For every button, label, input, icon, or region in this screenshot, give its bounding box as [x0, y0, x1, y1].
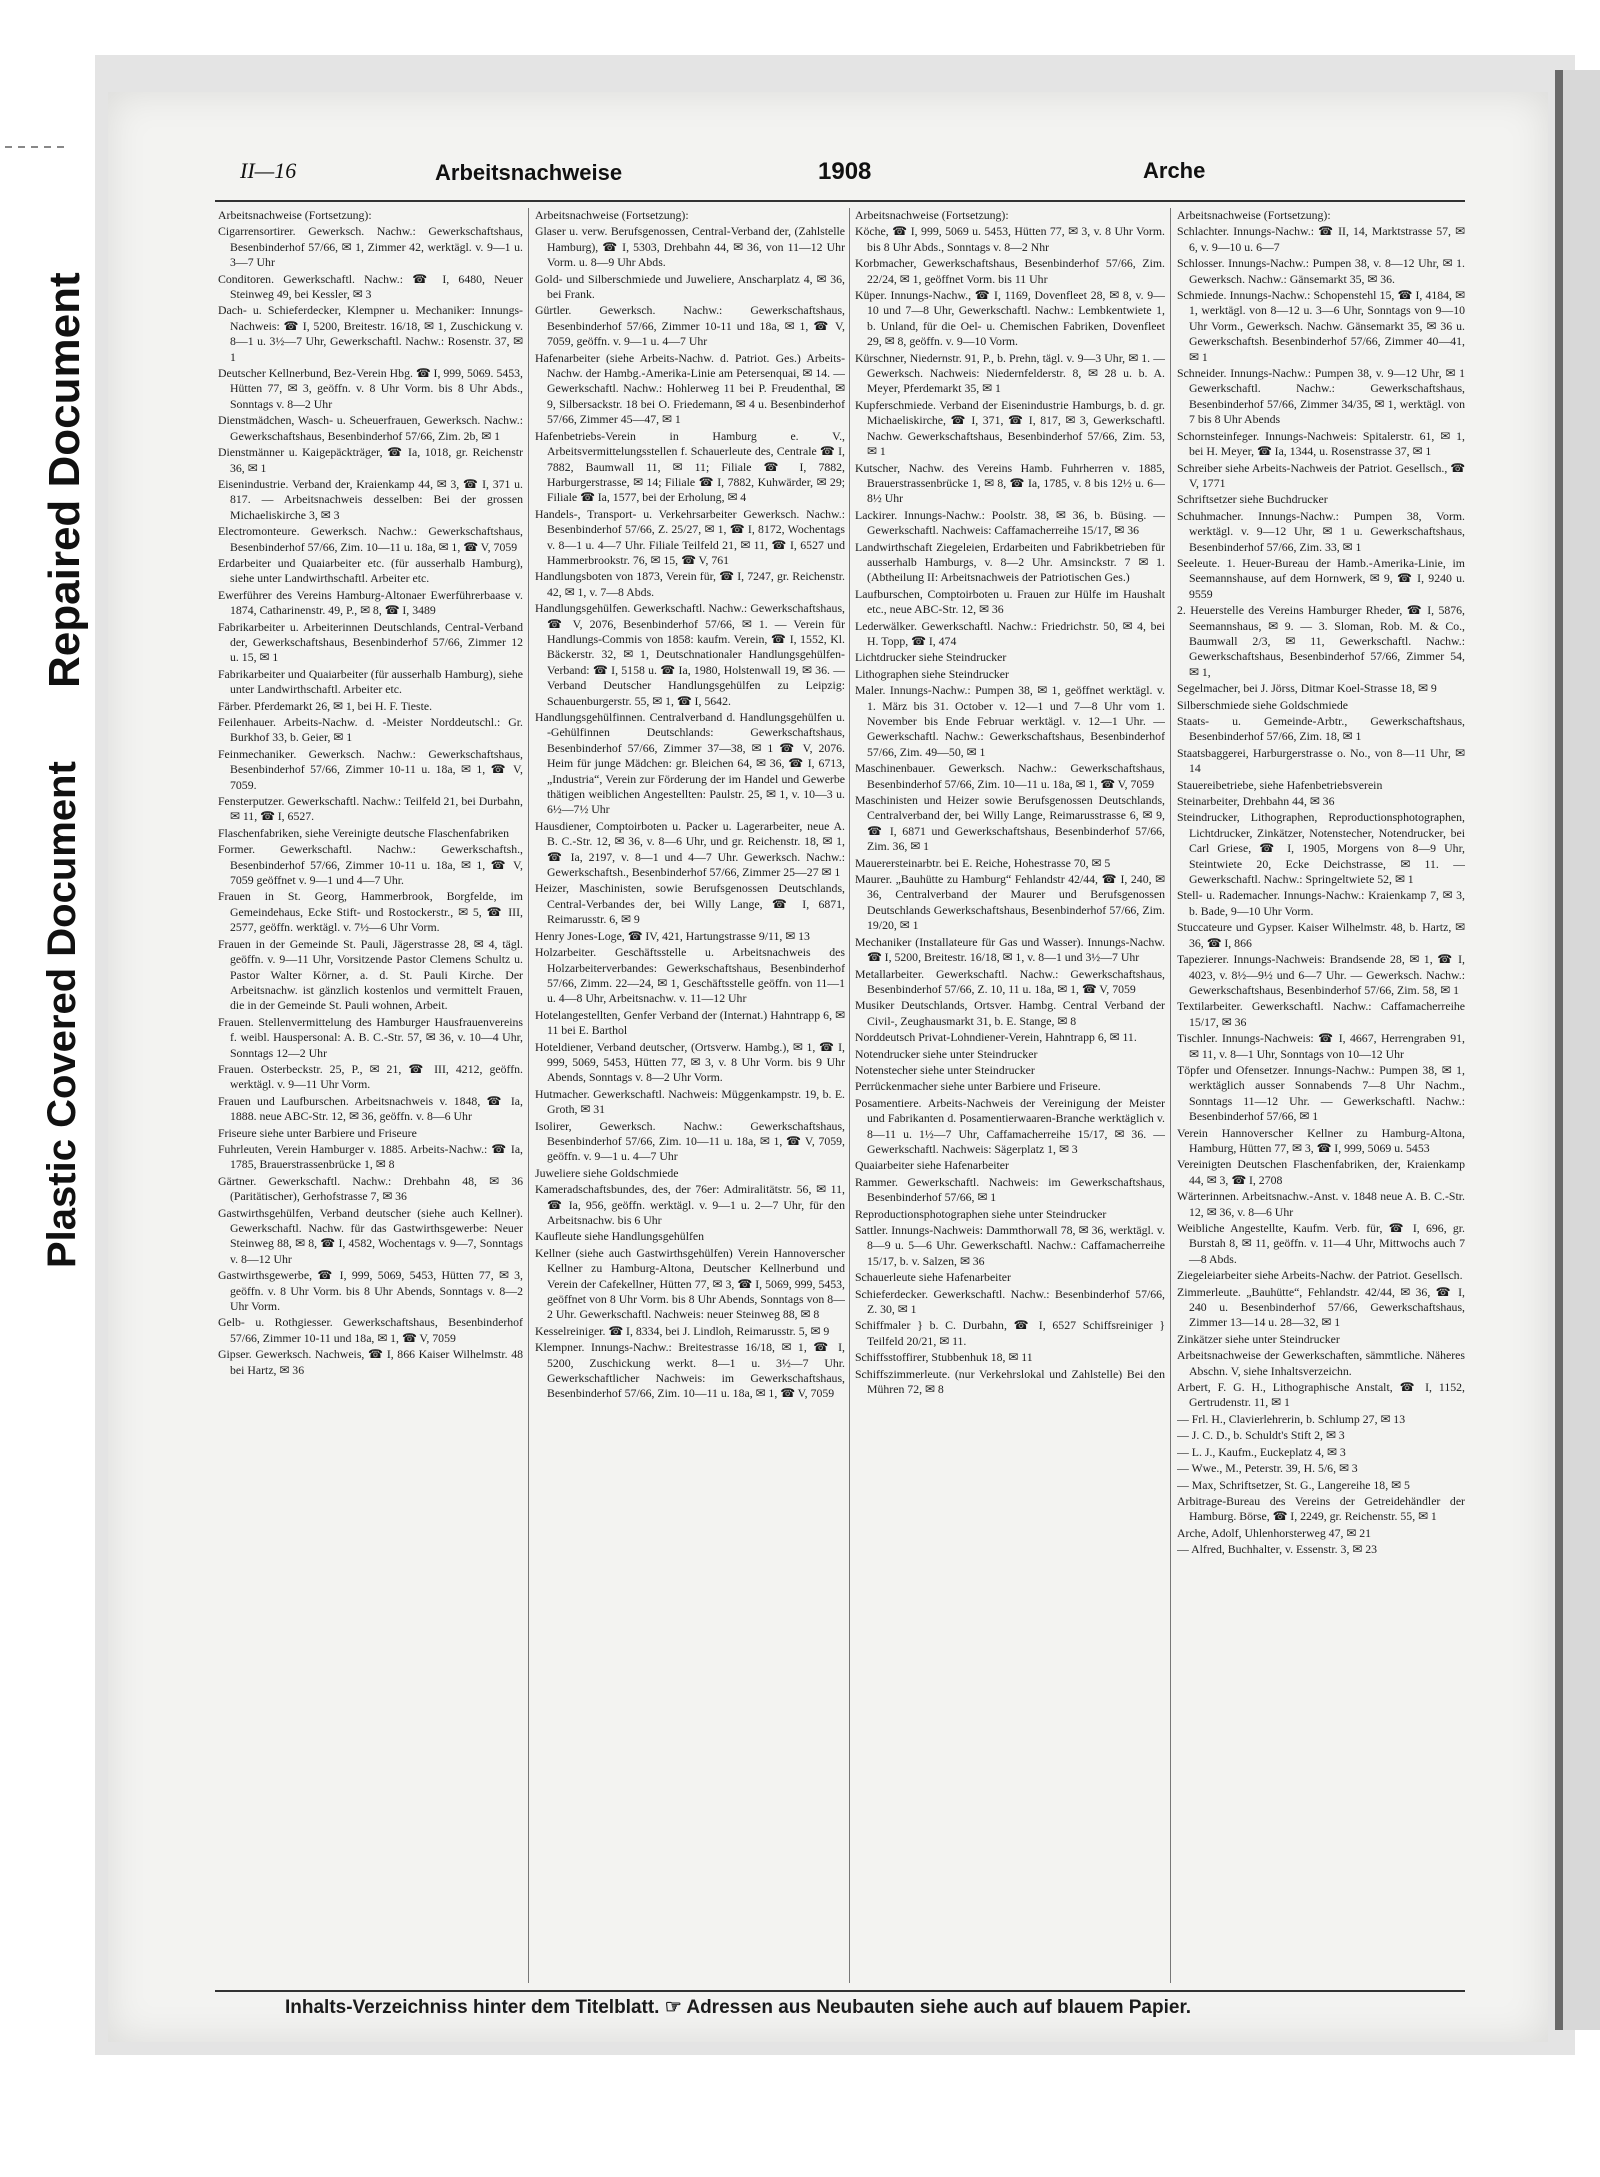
directory-entry: Schneider. Innungs-Nachw.: Pumpen 38, v. 9—12 Uhr, ✉ 1 Gewerkschaftl. Nachw.: Gewerkschaftshaus, Besenbinderhof 57/66, Zimmer 34/35, ✉ 1, werktägl. von 7 bis 8 Uhr Abends: [1177, 366, 1465, 427]
directory-entry: Gold- und Silberschmiede und Juweliere, Anscharplatz 4, ✉ 36, bei Frank.: [535, 271, 845, 302]
directory-entry: Schiffmaler } b. C. Durbahn, ☎ I, 6527 Schiffsreiniger } Teilfeld 20/21, ✉ 11.: [855, 1318, 1165, 1348]
plastic-covered-label: Plastic Covered Document: [40, 761, 84, 1268]
directory-entry: Gürtler. Gewerksch. Nachw.: Gewerkschaftshaus, Besenbinderhof 57/66, Zimmer 10-11 und 18a, ✉ 1, ☎ V, 7059, geöffn. v. 9—1 u. 4—7 Uhr: [535, 303, 845, 349]
directory-entry: Posamentiere. Arbeits-Nachweis der Vereinigung der Meister und Fabrikanten d. Posamentierwaaren-Branche werktäglich v. 8—11 u. 1½—7 Uhr, Caffamacherreihe 15/17, ✉ 36. — Gewerkschaftl. Nachweis: Sägerplatz 1, ✉ 3: [855, 1095, 1165, 1156]
directory-entry: Korbmacher, Gewerkschaftshaus, Besenbinderhof 57/66, Zim. 22/24, ✉ 1, geöffnet Vorm. bis 11 Uhr: [855, 256, 1165, 286]
directory-entry: Arche, Adolf, Uhlenhorsterweg 47, ✉ 21: [1177, 1525, 1372, 1540]
directory-entry: — L. J., Kaufm., Euckeplatz 4, ✉ 3: [1177, 1444, 1346, 1459]
directory-entry: Silberschmiede siehe Goldschmiede: [1177, 697, 1349, 712]
directory-entry: Norddeutsch Privat-Lohndiener-Verein, Hahntrapp 6, ✉ 11.: [855, 1030, 1137, 1045]
directory-entry: Lithographen siehe Steindrucker: [855, 666, 1009, 681]
directory-entry: Gastwirthsgewerbe, ☎ I, 999, 5069, 5453, Hütten 77, ✉ 3, geöffn. v. 8 Uhr Vorm. bis 8 Uhr Abends, Sonntags v. 8—2 Uhr Vorm.: [218, 1268, 523, 1314]
directory-entry: Feinmechaniker. Gewerksch. Nachw.: Gewerkschaftshaus, Besenbinderhof 57/66, Zimmer 10-11 u. 18a, ✉ 1, ☎ V, 7059.: [218, 746, 523, 792]
directory-entry: Glaser u. verw. Berufsgenossen, Central-Verband der, (Zahlstelle Hamburg), ☎ I, 5303, Drehbahn 44, ✉ 36, von 11—12 Uhr Vorm. u. 8—9 Uhr Abds.: [535, 224, 845, 270]
page-number: II—16: [240, 158, 297, 183]
directory-entry: Hoteldiener, Verband deutscher, (Ortsverw. Hambg.), ✉ 1, ☎ I, 999, 5069, 5453, Hütten 77, ✉ 3, v. 8 Uhr Vorm. bis 9 Uhr Abends, Sonntags v. 8—2 Uhr Vorm.: [535, 1039, 845, 1085]
directory-entry: Deutscher Kellnerbund, Bez-Verein Hbg. ☎ I, 999, 5069. 5453, Hütten 77, ✉ 3, geöffn. v. 8 Uhr Vorm. bis 8 Uhr Abds., Sonntags v. 8—2 Uhr: [218, 366, 523, 411]
directory-entry: Kupferschmiede. Verband der Eisenindustrie Hamburgs, b. d. gr. Michaeliskirche, ☎ I, 371, ☎ I, 817, ✉ 3, Gewerkschaftl. Nachw. Gewerkschaftshaus, Besenbinderhof 57/66, Zim. 53, ✉ 1: [855, 397, 1165, 459]
repaired-document-label: Repaired Document: [40, 272, 89, 688]
directory-entry: Ewerführer des Vereins Hamburg-Altonaer Ewerführerbaase v. 1874, Catharinenstr. 49, P., ✉ 8, ☎ I, 3489: [218, 587, 523, 618]
directory-entry: Juweliere siehe Goldschmiede: [535, 1165, 679, 1180]
directory-entry: Metallarbeiter. Gewerkschaftl. Nachw.: Gewerkschaftshaus, Besenbinderhof 57/66, Z. 10, 11 u. 18a, ✉ 1, ☎ V, 7059: [855, 966, 1165, 996]
directory-entry: Gelb- u. Rothgiesser. Gewerkschaftshaus, Besenbinderhof 57/66, Zimmer 10-11 und 18a, ✉ 1, ☎ V, 7059: [218, 1315, 523, 1345]
directory-entry: Hafenbetriebs-Verein in Hamburg e. V., Arbeitsvermittelungsstellen f. Schauerleute des, Centrale ☎ I, 7882, Baumwall 11, ✉ 11; Filiale ☎ I, 7882, Harburgerstrasse, ✉ 14; Filiale ☎ I, 7882, Kuhwärder, ✉ 29; Filiale ☎ Ia, 1577, bei der Erholung, ✉ 4: [535, 428, 845, 505]
directory-entry: Electromonteure. Gewerksch. Nachw.: Gewerkschaftshaus, Besenbinderhof 57/66, Zim. 10—11 u. 18a, ✉ 1, ☎ V, 7059: [218, 524, 523, 554]
directory-entry: Notendrucker siehe unter Steindrucker: [855, 1046, 1038, 1061]
directory-entry: Reproductionsphotographen siehe unter Steindrucker: [855, 1206, 1107, 1221]
directory-entry: — J. C. D., b. Schuldt's Stift 2, ✉ 3: [1177, 1428, 1345, 1443]
directory-entry: Arbitrage-Bureau des Vereins der Getreidehändler der Hamburg. Börse, ☎ I, 2249, gr. Reichenstr. 55, ✉ 1: [1177, 1493, 1465, 1524]
directory-entry: Maler. Innungs-Nachw.: Pumpen 38, ✉ 1, geöffnet werktägl. v. 1. März bis 31. October v. 12—1 und 7—8 Uhr vom 1. November bis Ende Februar werktägl. v. 12—1 Uhr. — Gewerkschaftl. Nachw.: Gewerkschaftshaus, Besenbinderhof 57/66, Zim. 49—50, ✉ 1: [855, 683, 1165, 759]
directory-entry: Dach- u. Schieferdecker, Klempner u. Mechaniker: Innungs-Nachweis: ☎ I, 5200, Breitestr. 16/18, ✉ 1, Zuschickung v. 8—1 u. 3½—7 Uhr, Gewerkschaftl. Nachw.: Rosenstr. 37, ✉ 1: [218, 303, 523, 364]
directory-entry: Henry Jones-Loge, ☎ IV, 421, Hartungstrasse 9/11, ✉ 13: [535, 928, 810, 943]
directory-entry: Fabrikarbeiter u. Arbeiterinnen Deutschlands, Central-Verband der, Gewerkschaftshaus, Besenbinderhof 57/66, Zimmer 12 u. 15, ✉ 1: [218, 619, 523, 665]
directory-entry: Maurer. „Bauhütte zu Hamburg“ Fehlandstr 42/44, ☎ I, 240, ✉ 36, Centralverband der Maurer und Berufsgenossen Deutschlands Gewerkschaftshaus, Besenbinderhof 57/66, Zim. 19/20, ✉ 1: [855, 872, 1165, 933]
directory-entry: Schreiber siehe Arbeits-Nachweis der Patriot. Gesellsch., ☎ V, 1771: [1177, 460, 1465, 490]
directory-entry: Lackirer. Innungs-Nachw.: Poolstr. 38, ✉ 36, b. Büsing. — Gewerkschaftl. Nachweis: Caffamacherreihe 15/17, ✉ 36: [855, 507, 1165, 538]
directory-entry: Verein Hannoverscher Kellner zu Hamburg-Altona, Hamburg, Hütten 77, ✉ 3, ☎ I, 999, 5069 u. 5453: [1177, 1125, 1465, 1155]
directory-entry: Eisenindustrie. Verband der, Kraienkamp 44, ✉ 3, ☎ I, 371 u. 817. — Arbeitsnachweis desselben: Bei der grossen Michaeliskirche 3, ✉ 3: [218, 476, 523, 522]
directory-entry: Arbeitsnachweise der Gewerkschaften, sämmtliche. Näheres Abschn. V, siehe Inhaltsverzeichn.: [1177, 1348, 1465, 1378]
directory-entry: Wärterinnen. Arbeitsnachw.-Anst. v. 1848 neue A. B. C.-Str. 12, ✉ 36, v. 8—6 Uhr: [1177, 1189, 1465, 1219]
directory-entry: Mauerersteinarbtr. bei E. Reiche, Hohestrasse 70, ✉ 5: [855, 855, 1111, 870]
directory-entry: Arbert, F. G. H., Lithographische Anstalt, ☎ I, 1152, Gertrudenstr. 11, ✉ 1: [1177, 1380, 1465, 1410]
directory-entry: Schlosser. Innungs-Nachw.: Pumpen 38, v. 8—12 Uhr, ✉ 1. Gewerksch. Nachw.: Gänsemarkt 35, ✉ 36.: [1177, 256, 1465, 286]
directory-entry: Sattler. Innungs-Nachweis: Dammthorwall 78, ✉ 36, werktägl. v. 8—9 u. 5—6 Uhr. Gewerkschaftl. Nachw.: Caffamacherreihe 15/17, b. v. Salzen, ✉ 36: [855, 1223, 1165, 1268]
directory-entry: Dienstmänner u. Kaigepäckträger, ☎ Ia, 1018, gr. Reichenstr 36, ✉ 1: [218, 445, 523, 475]
directory-entry: — Frl. H., Clavierlehrerin, b. Schlump 27, ✉ 13: [1177, 1411, 1406, 1426]
directory-entry: Textilarbeiter. Gewerkschaftl. Nachw.: Caffamacherreihe 15/17, ✉ 36: [1177, 999, 1465, 1029]
column-divider: [1170, 208, 1171, 1983]
text-column-1: [218, 208, 523, 1983]
directory-entry: Hotelangestellten, Genfer Verband der (Internat.) Hahntrapp 6, ✉ 11 bei E. Barthol: [535, 1007, 845, 1038]
directory-entry: — Alfred, Buchhalter, v. Essenstr. 3, ✉ 23: [1177, 1542, 1377, 1557]
directory-entry: Former. Gewerkschaftl. Nachw.: Gewerkschaftsh., Besenbinderhof 57/66, Zimmer 10-11 u. 18a, ✉ 1, ☎ V, 7059 geöffnet v. 9—1 und 4—7 Uhr.: [218, 842, 523, 888]
directory-entry: Steinarbeiter, Drehbahn 44, ✉ 36: [1177, 794, 1335, 809]
directory-entry: Frauen. Stellenvermittelung des Hamburger Hausfrauenvereins f. weibl. Hauspersonal: A. B. C.-Str. 57, ✉ 36, v. 10—4 Uhr, Sonntags 12—2 Uhr: [218, 1014, 523, 1060]
directory-entry: Stell- u. Rademacher. Innungs-Nachw.: Kraienkamp 7, ✉ 3, b. Bade, 9—10 Uhr Vorm.: [1177, 888, 1465, 918]
directory-entry: Seeleute. 1. Heuer-Bureau der Hamb.-Amerika-Linie, im Seemannshause, auf dem Hornwerk, ✉ 9, ☎ I, 9240 u. 9559: [1177, 555, 1465, 601]
directory-entry: Gastwirthsgehülfen, Verband deutscher (siehe auch Kellner). Gewerkschaftl. Nachw. für das Gastwirthsgewerbe: Neuer Steinweg 88, ✉ 8, ☎ I, 4582, Wochentags v. 9—7, Sonntags v. 8—12 Uhr: [218, 1205, 523, 1266]
directory-entry: Tapezierer. Innungs-Nachweis: Brandsende 28, ✉ 1, ☎ I, 4023, v. 8½—9½ und 6—7 Uhr. — Gewerksch. Nachw.: Gewerkschaftshaus, Besenbinderhof 57/66, Zim. 58, ✉ 1: [1177, 952, 1465, 997]
directory-entry: Flaschenfabriken, siehe Vereinigte deutsche Flaschenfabriken: [218, 825, 509, 840]
directory-entry: Schauerleute siehe Hafenarbeiter: [855, 1270, 1011, 1285]
directory-entry: Rammer. Gewerkschaftl. Nachweis: im Gewerkschaftshaus, Besenbinderhof 57/66, ✉ 1: [855, 1174, 1165, 1205]
directory-entry: Frauen. Osterbeckstr. 25, P., ✉ 21, ☎ III, 4212, geöffn. werktägl. v. 9—11 Uhr Vorm.: [218, 1061, 523, 1092]
directory-entry: Schieferdecker. Gewerkschaftl. Nachw.: Besenbinderhof 57/66, Z. 30, ✉ 1: [855, 1286, 1165, 1317]
directory-entry: Conditoren. Gewerkschaftl. Nachw.: ☎ I, 6480, Neuer Steinweg 49, bei Kessler, ✉ 3: [218, 271, 523, 302]
directory-entry: Schmiede. Innungs-Nachw.: Schopenstehl 15, ☎ I, 4184, ✉ 1, werktägl. von 8—12 u. 3—6 Uhr, Sonntags von 9—10 Uhr Vorm., Gewerksch. Nachw. Gänsemarkt 35, ✉ 36 u. Gewerkschaftsh. Besenbinderhof 57/66, Zimmer 40—41, ✉ 1: [1177, 288, 1465, 364]
directory-entry: Färber. Pferdemarkt 26, ✉ 1, bei H. F. Tieste.: [218, 698, 433, 713]
directory-entry: Kürschner, Niedernstr. 91, P., b. Prehn, tägl. v. 9—3 Uhr, ✉ 1. — Gewerksch. Nachweis: Niedernfelderstr. 8, ✉ 28 u. b. A. Meyer, Pferdemarkt 35, ✉ 1: [855, 350, 1165, 396]
directory-entry: Arbeitsnachweise (Fortsetzung):: [218, 208, 372, 222]
directory-entry: Handlungsgehülfinnen. Centralverband d. Handlungsgehülfen u. -Gehülfinnen Deutschlands: Gewerkschaftshaus, Besenbinderhof 57/66, Zimmer 37—38, ✉ 1 ☎ V, 2076. Heim für junge Mädchen: gr. Bleichen 64, ✉ 36, ☎ I, 6713, „Industria“, Verein zur Förderung der im Handel und Gewerbe thätigen weiblichen Angestellten: Paulstr. 25, ✉ 1, v. 10—3 u. 6½—7½ Uhr: [535, 710, 845, 817]
directory-entry: Weibliche Angestellte, Kaufm. Verb. für, ☎ I, 696, gr. Burstah 8, ✉ 11, geöffn. v. 11—4 Uhr, Mittwochs auch 7—8 Abds.: [1177, 1221, 1465, 1266]
footer-rule: [215, 1990, 1465, 1992]
directory-entry: Dienstmädchen, Wasch- u. Scheuerfrauen, Gewerksch. Nachw.: Gewerkschaftshaus, Besenbinderhof 57/66, Zim. 2b, ✉ 1: [218, 413, 523, 443]
directory-entry: Maschinisten und Heizer sowie Berufsgenossen Deutschlands, Centralverband der, bei Willy Lange, Reimarusstrasse 6, ✉ 9, ☎ I, 6871 und Gewerkschaftshaus, Besenbinderhof 57/66, Zim. 36, ✉ 1: [855, 793, 1165, 854]
directory-entry: Töpfer und Ofensetzer. Innungs-Nachw.: Pumpen 38, ✉ 1, werktäglich ausser Sonnabends 7—8 Uhr Nachm., Sonntags 11—12 Uhr. — Gewerkschaftl. Nachw.: Besenbinderhof 57/66, ✉ 1: [1177, 1062, 1465, 1124]
directory-entry: Küper. Innungs-Nachw., ☎ I, 1169, Dovenfleet 28, ✉ 8, v. 9—10 und 7—8 Uhr, Gewerkschaftl. Nachw.: Lembkentwiete 1, b. Unland, für die Oel- u. Chemischen Fabriken, Dovenfleet 29, ✉ 8, geöffn. v. 9—10 Vorm.: [855, 288, 1165, 349]
directory-entry: Schriftsetzer siehe Buchdrucker: [1177, 492, 1328, 507]
header-rule: [215, 200, 1465, 202]
directory-entry: Staats- u. Gemeinde-Arbtr., Gewerkschaftshaus, Besenbinderhof 57/66, Zim. 18, ✉ 1: [1177, 714, 1465, 744]
adjacent-page-edge: [1555, 70, 1600, 2030]
directory-entry: Zimmerleute. „Bauhütte“, Fehlandstr. 42/44, ✉ 36, ☎ I, 240 u. Besenbinderhof 57/66, Gewerkschaftshaus, Zimmer 13—14 u. 28—32, ✉ 1: [1177, 1284, 1465, 1330]
directory-entry: — Max, Schriftsetzer, St. G., Langereihe 18, ✉ 5: [1177, 1477, 1410, 1492]
directory-entry: Frauen in St. Georg, Hammerbrook, Borgfelde, im Gemeindehaus, Ecke Stift- und Rostockerstr., ✉ 5, ☎ III, 2577, geöffn. werktägl. v. 7½—6 Uhr Vorm.: [218, 889, 523, 935]
directory-entry: Schornsteinfeger. Innungs-Nachweis: Spitalerstr. 61, ✉ 1, bei H. Meyer, ☎ Ia, 1344, u. Rosenstrasse 37, ✉ 1: [1177, 428, 1465, 459]
directory-entry: Gärtner. Gewerkschaftl. Nachw.: Drehbahn 48, ✉ 36 (Paritätischer), Gerhofstrasse 7, ✉ 36: [218, 1173, 523, 1204]
directory-entry: Hausdiener, Comptoirboten u. Packer u. Lagerarbeiter, neue A. B. C.-Str. 12, ✉ 36, v. 8—6 Uhr, und gr. Reichenstr. 18, ✉ 1, ☎ Ia, 2197, v. 8—1 und 4—7 Uhr. Gewerksch. Nachw.: Gewerkschaftsh., Besenbinderhof 57/66, Zimmer 25—27 ✉ 1: [535, 818, 845, 880]
directory-entry: Friseure siehe unter Barbiere und Friseure: [218, 1125, 417, 1140]
directory-entry: Schiffsstoffirer, Stubbenhuk 18, ✉ 11: [855, 1350, 1033, 1365]
directory-entry: Fabrikarbeiter und Quaiarbeiter (für ausserhalb Hamburg), siehe unter Landwirthschaftl. Arbeiter etc.: [218, 666, 523, 697]
page-header: [240, 158, 1455, 188]
column-divider: [528, 208, 529, 1983]
column-divider: [849, 208, 850, 1983]
directory-entry: Musiker Deutschlands, Ortsver. Hambg. Central Verband der Civil-, Zeughausmarkt 31, b. E. Stange, ✉ 8: [855, 998, 1165, 1028]
directory-entry: Maschinenbauer. Gewerksch. Nachw.: Gewerkschaftshaus, Besenbinderhof 57/66, Zim. 10—11 u. 18a, ✉ 1, ☎ V, 7059: [855, 761, 1165, 791]
directory-entry: Fensterputzer. Gewerkschaftl. Nachw.: Teilfeld 21, bei Durbahn, ✉ 11, ☎ I, 6527.: [218, 794, 523, 824]
text-column-4: [1177, 208, 1465, 1983]
directory-entry: Kesselreiniger. ☎ I, 8334, bei J. Lindloh, Reimarusstr. 5, ✉ 9: [535, 1323, 830, 1338]
directory-entry: Handels-, Transport- u. Verkehrsarbeiter Gewerksch. Nachw.: Besenbinderhof 57/66, Z. 25/27, ✉ 1, ☎ I, 8172, Wochentags v. 8—1 u. 4—7 Uhr. Filiale Teilfeld 21, ✉ 11, ☎ I, 6527 und Hammerbrookstr. 76, ✉ 15, ☎ V, 761: [535, 506, 845, 567]
directory-entry: Kaufleute siehe Handlungsgehülfen: [535, 1229, 705, 1244]
directory-entry: — Wwe., M., Peterstr. 39, H. 5/6, ✉ 3: [1177, 1461, 1358, 1476]
page-footer-note: Inhalts-Verzeichniss hinter dem Titelblatt. ☞ Adressen aus Neubauten siehe auch auf blauem Papier.: [285, 1997, 1192, 2018]
directory-entry: Ziegeleiarbeiter siehe Arbeits-Nachw. der Patriot. Gesellsch.: [1177, 1268, 1463, 1283]
directory-entry: Stuccateure und Gypser. Kaiser Wilhelmstr. 48, b. Hartz, ✉ 36, ☎ I, 866: [1177, 920, 1465, 950]
directory-entry: Arbeitsnachweise (Fortsetzung):: [535, 208, 689, 222]
directory-entry: Mechaniker (Installateure für Gas und Wasser). Innungs-Nachw. ☎ I, 5200, Breitestr. 16/18, ✉ 1, v. 8—1 und 3½—7 Uhr: [855, 934, 1165, 965]
directory-entry: 2. Heuerstelle des Vereins Hamburger Rheder, ☎ I, 5876, Seemannshaus, ✉ 9. — 3. Sloman, Rob. M. & Co., Baumwall 2/3, ✉ 11, Gewerkschaftl. Nachw.: Gewerkschaftshaus, Besenbinderhof 57/66, Zimmer 54, ✉ 1,: [1177, 603, 1465, 679]
directory-entry: Erdarbeiter und Quaiarbeiter etc. (für ausserhalb Hamburg), siehe unter Landwirthschaftl. Arbeiter etc.: [218, 555, 523, 586]
header-year: 1908: [818, 158, 872, 185]
directory-entry: Schiffszimmerleute. (nur Verkehrslokal und Zahlstelle) Bei den Mühren 72, ✉ 8: [855, 1366, 1165, 1397]
directory-entry: Lichtdrucker siehe Steindrucker: [855, 650, 1007, 665]
directory-entry: Hutmacher. Gewerkschaftl. Nachweis: Müggenkampstr. 19, b. E. Groth, ✉ 31: [535, 1086, 845, 1117]
directory-entry: Arbeitsnachweise (Fortsetzung):: [1177, 208, 1331, 222]
directory-entry: Schuhmacher. Innungs-Nachw.: Pumpen 38, Vorm. werktägl. v. 9—12 Uhr, ✉ 1 u. Gewerkschaftshaus, Besenbinderhof 57/66, Zim. 33, ✉ 1: [1177, 508, 1465, 554]
header-section-title: Arbeitsnachweise: [435, 160, 623, 185]
directory-entry: Staatsbaggerei, Harburgerstrasse o. No., von 8—11 Uhr, ✉ 14: [1177, 745, 1465, 776]
header-catchword: Arche: [1143, 158, 1206, 183]
directory-entry: Gipser. Gewerksch. Nachweis, ☎ I, 866 Kaiser Wilhelmstr. 48 bei Hartz, ✉ 36: [218, 1347, 523, 1377]
directory-entry: Laufburschen, Comptoirboten u. Frauen zur Hülfe im Haushalt etc., neue ABC-Str. 12, ✉ 36: [855, 586, 1165, 617]
directory-entry: Heizer, Maschinisten, sowie Berufsgenossen Deutschlands, Central-Verbandes der, bei Willy Lange, ☎ I, 6871, Reimarusstr. 6, ✉ 9: [535, 881, 845, 927]
directory-entry: Arbeitsnachweise (Fortsetzung):: [855, 208, 1009, 222]
directory-entry: Steindrucker, Lithographen, Reproductionsphotographen, Lichtdrucker, Zinkätzer, Notenstecher, Notendrucker, bei Carl Griese, ☎ I, 1905, Morgens von 8—9 Uhr, Steintwiete 20, Ecke Deichstrasse, ✉ 11. — Gewerkschaftl. Nachw.: Springeltwiete 52, ✉ 1: [1177, 810, 1465, 887]
text-column-2: [535, 208, 845, 1983]
directory-entry: Klempner. Innungs-Nachw.: Breitestrasse 16/18, ✉ 1, ☎ I, 5200, Zuschickung werkt. 8—1 u. 3½—7 Uhr. Gewerkschaftlicher Nachweis: im Gewerkschaftshaus, Besenbinderhof 57/66, Zim. 10—11 u. 18a, ✉ 1, ☎ V, 7059: [535, 1340, 845, 1401]
directory-entry: Handlungsboten von 1873, Verein für, ☎ I, 7247, gr. Reichenstr. 42, ✉ 1, v. 7—8 Abds.: [535, 569, 845, 599]
directory-entry: Schlachter. Innungs-Nachw.: ☎ II, 14, Marktstrasse 57, ✉ 6, v. 9—10 u. 6—7: [1177, 224, 1465, 254]
directory-entry: Tischler. Innungs-Nachweis: ☎ I, 4667, Herrengraben 91, ✉ 11, v. 8—1 Uhr, Sonntags von 10—12 Uhr: [1177, 1031, 1465, 1061]
directory-entry: Stauereibetriebe, siehe Hafenbetriebsverein: [1177, 777, 1383, 792]
directory-entry: Fuhrleuten, Verein Hamburger v. 1885. Arbeits-Nachw.: ☎ Ia, 1785, Brauerstrassenbrücke 1, ✉ 8: [218, 1141, 523, 1172]
directory-entry: Landwirthschaft Ziegeleien, Erdarbeiten und Fabrikbetrieben für ausserhalb Hamburgs, v. 8—2 Uhr. Amsinckstr. 7 ✉ 1. (Abtheilung II: Arbeitsnachweis der Patriotischen Ges.): [855, 539, 1165, 585]
directory-entry: Handlungsgehülfen. Gewerkschaftl. Nachw.: Gewerkschaftshaus, ☎ V, 2076, Besenbinderhof 57/66, ✉ 1. — Verein für Handlungs-Commis von 1858: kaufm. Verein, ☎ I, 1552, Kl. Bäckerstr. 32, ✉ 1, Deutschnationaler Handlungsgehülfen-Verband: ☎ I, 5158 u. ☎ Ia, 1980, Holstenwall 19, ✉ 36. — Verband Deutscher Handlungsgehülfen zu Leipzig: Schauenburgerstr. 55, ✉ 1, ☎ I, 5642.: [535, 601, 845, 708]
directory-entry: Holzarbeiter. Geschäftsstelle u. Arbeitsnachweis des Holzarbeiterverbandes: Gewerkschaftshaus, Besenbinderhof 57/66, Zimm. 22—24, ✉ 1, Geschäftsstelle geöffn. von 11—1 u. 4—8 Uhr, Arbeitsnachw. v. 11—12 Uhr: [535, 945, 845, 1006]
directory-entry: Feilenhauer. Arbeits-Nachw. d. -Meister Norddeutschl.: Gr. Burkhof 33, b. Geier, ✉ 1: [218, 715, 523, 745]
directory-entry: Köche, ☎ I, 999, 5069 u. 5453, Hütten 77, ✉ 3, v. 8 Uhr Vorm. bis 8 Uhr Abds., Sonntags v. 8—2 Nhr: [855, 224, 1165, 254]
directory-entry: Cigarrensortirer. Gewerksch. Nachw.: Gewerkschaftshaus, Besenbinderhof 57/66, ✉ 1, Zimmer 42, werktägl. v. 9—1 u. 3—7 Uhr: [218, 224, 523, 270]
directory-entry: Notenstecher siehe unter Steindrucker: [855, 1062, 1035, 1077]
dashed-marker: [5, 146, 65, 148]
directory-entry: Kutscher, Nachw. des Vereins Hamb. Fuhrherren v. 1885, Brauerstrassenbrücke 1, ✉ 8, ☎ Ia, 1785, v. 8 bis 12½ u. 6—8½ Uhr: [855, 460, 1165, 506]
directory-entry: Isolirer, Gewerksch. Nachw.: Gewerkschaftshaus, Besenbinderhof 57/66, Zim. 10—11 u. 18a, ✉ 1, ☎ V, 7059, geöffn. v. 9—1 u. 4—7 Uhr: [535, 1118, 845, 1164]
directory-entry: Hafenarbeiter (siehe Arbeits-Nachw. d. Patriot. Ges.) Arbeits-Nachw. der Hambg.-Amerika-Linie am Petersenquai, ✉ 14. — Gewerkschaftl. Nachw.: Hohlerweg 11 bei P. Freudenthal, ✉ 9, Silbersackstr. 18 bei O. Friedemann, ✉ 4 u. Besenbinderhof 57/66, Zimmer 45—47, ✉ 1: [535, 350, 845, 427]
text-column-3: [855, 208, 1165, 1983]
directory-entry: Kellner (siehe auch Gastwirthsgehülfen) Verein Hannoverscher Kellner zu Hamburg-Altona, Deutscher Kellnerbund und Verein der Cafekellner, Hütten 77, ✉ 3, ☎ I, 5069, 999, 5453, geöffnet von 8 Uhr Vorm. bis 8 Uhr Abends, Sonntags von 8—2 Uhr. Gewerkschaftl. Nachweis: neuer Steinweg 88, ✉ 8: [535, 1245, 845, 1322]
directory-entry: Quaiarbeiter siehe Hafenarbeiter: [855, 1158, 1009, 1173]
directory-entry: Frauen und Laufburschen. Arbeitsnachweis v. 1848, ☎ Ia, 1888. neue ABC-Str. 12, ✉ 36, geöffn. v. 8—6 Uhr: [218, 1093, 523, 1124]
directory-entry: Frauen in der Gemeinde St. Pauli, Jägerstrasse 28, ✉ 4, tägl. geöffn. v. 9—11 Uhr, Vorsitzende Pastor Clemens Schultz u. Pastor Walter Körner, a. d. St. Pauli Kirche. Der Arbeitsnachw. ist gänzlich kostenlos und vermittelt Frauen, die in der Gemeinde St. Pauli wohnen, Arbeit.: [218, 936, 523, 1013]
directory-entry: Zinkätzer siehe unter Steindrucker: [1177, 1331, 1340, 1346]
directory-entry: Lederwälker. Gewerkschaftl. Nachw.: Friedrichstr. 50, ✉ 4, bei H. Topp, ☎ I, 474: [855, 618, 1165, 648]
directory-entry: Segelmacher, bei J. Jörss, Ditmar Koel-Strasse 18, ✉ 9: [1177, 681, 1437, 696]
directory-entry: Perrückenmacher siehe unter Barbiere und Friseure.: [855, 1079, 1101, 1094]
directory-entry: Vereinigten Deutschen Flaschenfabriken, der, Kraienkamp 44, ✉ 3, ☎ I, 2708: [1177, 1157, 1465, 1187]
directory-entry: Kameradschaftsbundes, des, der 76er: Admiralitätstr. 56, ✉ 11, ☎ Ia, 956, geöffn. werktägl. v. 9—1 u. 2—7 Uhr, für den Arbeitsnachw. bis 6 Uhr: [535, 1182, 845, 1227]
